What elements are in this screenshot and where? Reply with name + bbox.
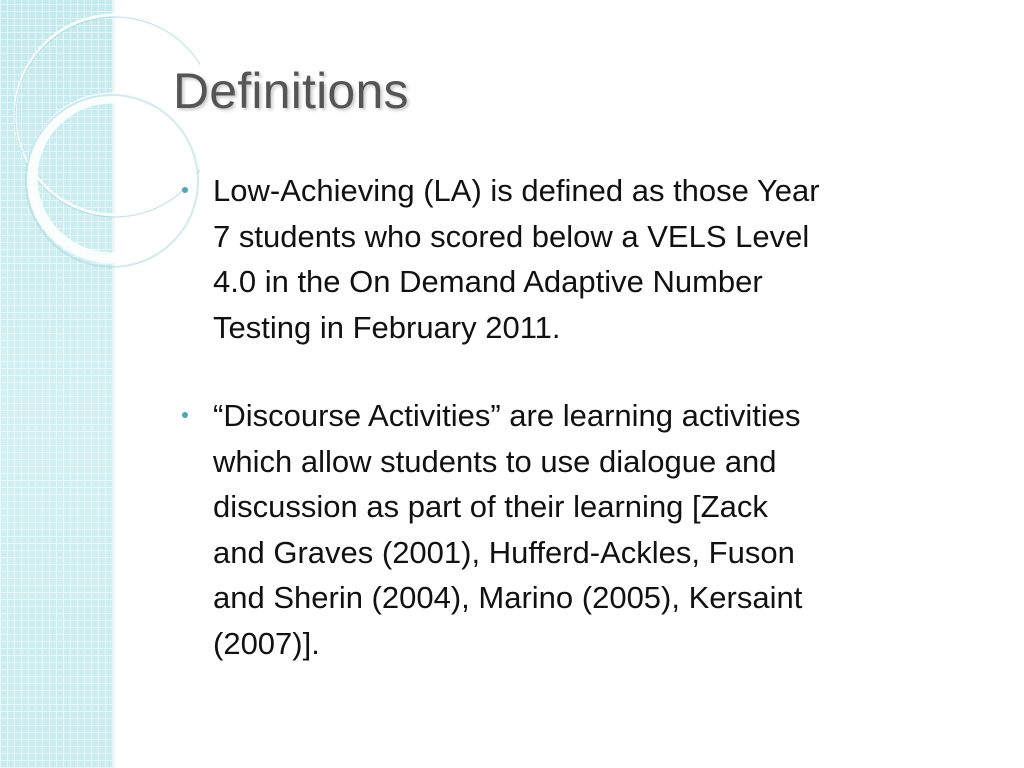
bullet-text-line: Testing in February 2011. xyxy=(213,309,561,345)
bullet-item-discourse-activities xyxy=(180,393,980,666)
bullet-dot-icon xyxy=(182,187,188,193)
bullet-item-low-achieving xyxy=(180,168,980,350)
bullet-text-line: (2007)]. xyxy=(213,625,320,661)
bullet-text-line: 4.0 in the On Demand Adaptive Number xyxy=(213,264,763,299)
bullet-text-line: “Discourse Activities” are learning activities xyxy=(213,398,801,433)
bullet-text-line: 7 students who scored below a VELS Level xyxy=(213,218,810,254)
bullet-text-line: Low-Achieving (LA) is defined as those Year xyxy=(213,173,820,208)
bullet-list xyxy=(180,168,980,666)
bullet-text-line: and Graves (2001), Hufferd-Ackles, Fuson xyxy=(213,534,795,570)
slide-title: Definitions xyxy=(173,63,409,119)
bullet-text-line: discussion as part of their learning [Zack xyxy=(213,489,768,524)
bullet-text-line: and Sherin (2004), Marino (2005), Kersaint xyxy=(213,580,803,615)
thick-ring xyxy=(32,98,192,258)
bullet-dot-icon xyxy=(182,412,188,418)
decorative-rings xyxy=(0,0,200,300)
bullet-text-line: which allow students to use dialogue and xyxy=(213,443,777,479)
thick-ring-shadow xyxy=(26,95,198,267)
